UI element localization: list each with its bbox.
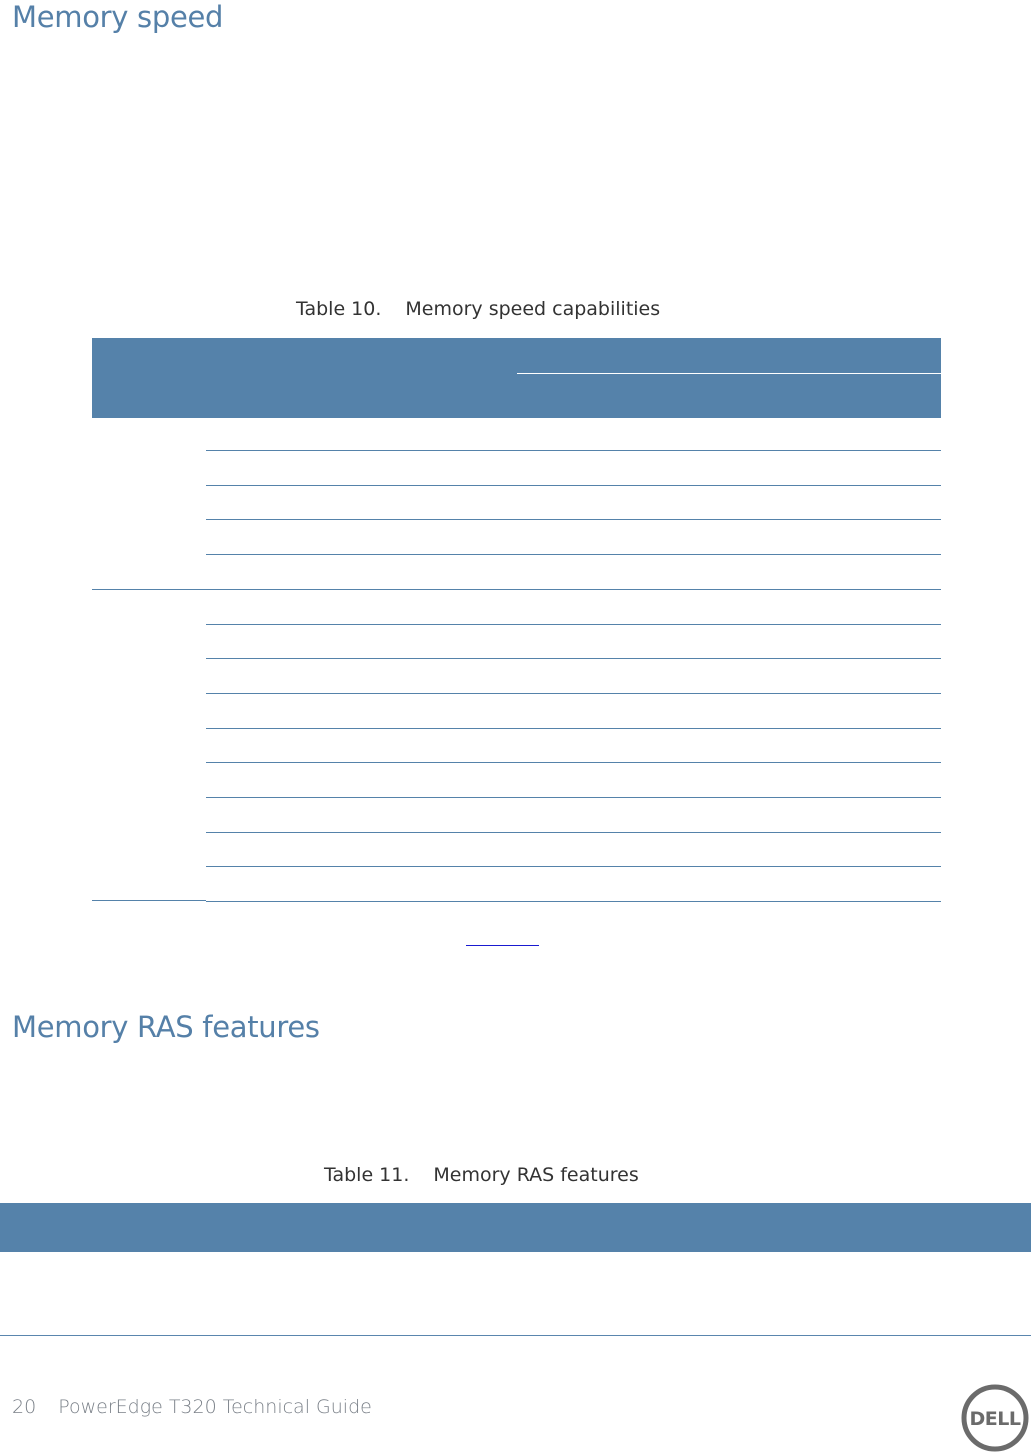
table10-row-rule [206, 658, 941, 659]
table10-row-rule [206, 762, 941, 763]
table11-header-row [0, 1203, 1031, 1252]
table11-caption-title: Memory RAS features [433, 1164, 639, 1186]
table10-header-subrule [517, 373, 941, 374]
svg-text:DELL: DELL [969, 1408, 1021, 1430]
table10-row-rule [206, 485, 941, 486]
table10-row-rule [206, 554, 941, 555]
table10-row-rule [206, 832, 941, 833]
hyperlink-underline[interactable] [466, 945, 539, 946]
table11-caption-number: Table 11. [324, 1164, 410, 1186]
footer-rule [0, 1335, 1031, 1336]
table10-bottom-rule-left [92, 900, 206, 901]
dell-logo-icon [959, 1382, 1031, 1454]
table10-row-rule [206, 728, 941, 729]
footer-doc-title: PowerEdge T320 Technical Guide [58, 1396, 372, 1418]
table10-row-rule [206, 866, 941, 867]
table10-bottom-rule-right [206, 901, 941, 902]
table10-group-divider [92, 589, 941, 590]
table11-caption [324, 1164, 639, 1186]
table10-header-row [92, 338, 941, 418]
section-title-memory-speed: Memory speed [12, 0, 224, 34]
table10-row-rule [206, 624, 941, 625]
table10-caption-number: Table 10. [296, 298, 382, 320]
table10-row-rule [206, 693, 941, 694]
footer [12, 1396, 372, 1418]
table10-caption-title: Memory speed capabilities [405, 298, 661, 320]
section-title-memory-ras: Memory RAS features [12, 1010, 320, 1044]
footer-page-number: 20 [12, 1396, 37, 1418]
table10-row-rule [206, 797, 941, 798]
table10-row-rule [206, 519, 941, 520]
table10-caption [296, 298, 660, 320]
table10-row-rule [206, 450, 941, 451]
